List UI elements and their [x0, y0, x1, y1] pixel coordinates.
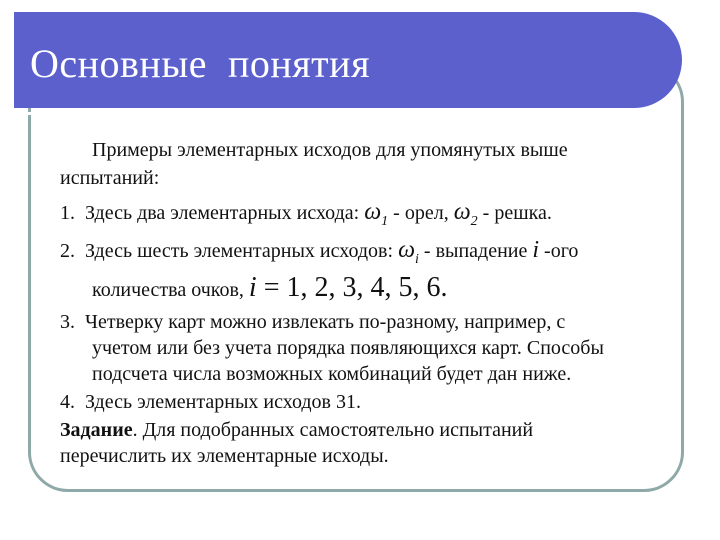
item-3-text-1: Четверку карт можно извлекать по-разному, например, с: [85, 311, 566, 333]
item-2-text: Здесь шесть элементарных исходов:: [85, 240, 394, 262]
item-2-suffix: -ого: [544, 240, 579, 262]
item-3-number: 3.: [60, 311, 75, 333]
item-4: [60, 390, 361, 414]
item-2-line-2-text: количества очков,: [92, 279, 244, 301]
item-3-line-3: подсчета числа возможных комбинаций будет дан ниже.: [92, 363, 572, 385]
item-4-number: 4.: [60, 391, 75, 413]
intro-line-1: Примеры элементарных исходов для упомянутых выше: [92, 139, 568, 161]
item-2-line-2: [92, 272, 448, 303]
item-2: [60, 238, 578, 272]
omega-1-symbol: $\omega_1$: [364, 199, 389, 229]
item-1-outcome-1: - орел,: [393, 202, 449, 224]
slide-title: Основные понятия: [30, 41, 370, 86]
item-3-line-2: учетом или без учета порядка появляющихся карт. Способы: [92, 337, 604, 359]
item-3-line-1: [60, 310, 565, 334]
item-4-text: Здесь элементарных исходов 31.: [85, 391, 361, 413]
item-1-number: 1.: [60, 202, 75, 224]
task-line-2: перечислить их элементарные исходы.: [60, 445, 389, 467]
item-1-text: Здесь два элементарных исхода:: [85, 202, 360, 224]
item-2-number: 2.: [60, 240, 75, 262]
intro-line-2: испытаний:: [60, 167, 160, 189]
item-1: [60, 200, 552, 234]
item-1-outcome-2: - решка.: [482, 202, 552, 224]
task-text: . Для подобранных самостоятельно испытаний: [132, 419, 534, 441]
item-2-outcome: - выпадение: [423, 240, 528, 262]
outcome-set-formula: i = 1, 2, 3, 4, 5, 6.: [248, 272, 448, 303]
i-variable: i: [532, 237, 540, 263]
omega-i-symbol: $\omega_i$: [398, 237, 419, 267]
task-line-1: [60, 418, 533, 442]
task-label: Задание: [60, 419, 133, 441]
omega-2-symbol: $\omega_2$: [453, 199, 478, 229]
